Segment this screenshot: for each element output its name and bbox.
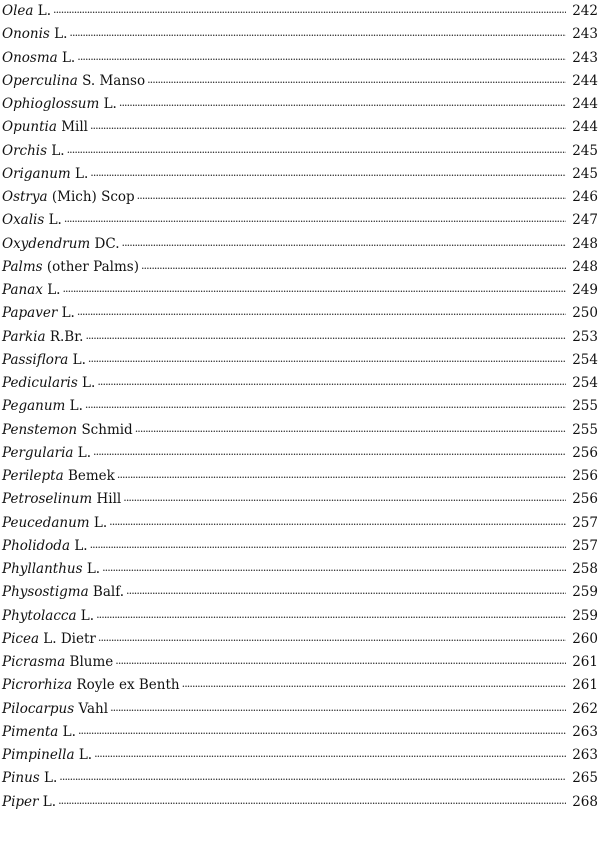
- genus-name: Origanum: [2, 165, 71, 182]
- dot-leader: [96, 606, 566, 620]
- index-entry: [2, 0, 598, 23]
- page-number: 245: [572, 165, 598, 182]
- index-entry: [2, 372, 598, 395]
- index-entry: [2, 349, 598, 372]
- index-entry: [2, 140, 598, 163]
- index-entry: [2, 209, 598, 232]
- page-number: 248: [572, 258, 598, 275]
- index-entry: [2, 116, 598, 139]
- genus-name: Parkia: [2, 328, 46, 345]
- genus-name: Perilepta: [2, 468, 64, 484]
- index-entry: [2, 651, 598, 674]
- index-entry: [2, 535, 598, 558]
- page-number: 248: [572, 235, 598, 252]
- author-abbreviation: Balf.: [92, 584, 125, 601]
- genus-name: Passiflora: [2, 351, 69, 368]
- page-number: 244: [572, 96, 598, 112]
- genus-name: Picea: [2, 630, 39, 647]
- dot-leader: [147, 71, 566, 85]
- genus-name: Pilocarpus: [2, 700, 75, 717]
- page-number: 256: [572, 444, 598, 461]
- index-entry: [2, 233, 598, 256]
- index-entry: [2, 558, 598, 581]
- author-abbreviation: Vahl: [78, 700, 109, 717]
- author-abbreviation: L.: [44, 770, 58, 787]
- index-entry: [2, 93, 598, 116]
- page-number: 253: [572, 328, 598, 345]
- dot-leader: [85, 397, 566, 411]
- index-entry: [2, 419, 598, 442]
- index-entry: [2, 791, 598, 814]
- index-entry: [2, 744, 598, 767]
- page-number: 255: [572, 421, 598, 438]
- author-abbreviation: L.: [61, 49, 76, 66]
- index-entry: [2, 767, 598, 790]
- page-number: 261: [572, 654, 598, 670]
- page-number: 268: [572, 793, 598, 810]
- author-abbreviation: Schmid: [81, 421, 133, 438]
- page-number: 242: [572, 3, 598, 19]
- author-abbreviation: L.: [78, 747, 93, 763]
- page-number: 263: [572, 747, 598, 763]
- page-number: 256: [572, 491, 598, 508]
- dot-leader: [135, 420, 566, 434]
- page-number: 261: [572, 677, 598, 694]
- author-abbreviation: L.: [37, 3, 51, 19]
- index-entry: [2, 256, 598, 279]
- author-abbreviation: L.: [82, 375, 96, 391]
- genus-name: Olea: [2, 3, 34, 19]
- dot-leader: [141, 257, 566, 271]
- genus-name: Operculina: [2, 72, 78, 89]
- author-abbreviation: L.: [61, 305, 75, 322]
- author-abbreviation: L.: [75, 165, 89, 182]
- index-entry: [2, 698, 598, 721]
- author-abbreviation: S. Manso: [82, 72, 146, 89]
- genus-name: Pergularia: [2, 444, 74, 461]
- genus-name: Pinus: [2, 770, 40, 787]
- index-entry: [2, 721, 598, 744]
- author-abbreviation: L.: [62, 723, 76, 740]
- genus-name: Ophioglossum: [2, 96, 100, 112]
- dot-leader: [53, 2, 566, 16]
- page-number: 258: [572, 561, 598, 577]
- author-abbreviation: L.: [51, 142, 65, 159]
- genus-name: Palms: [2, 258, 43, 275]
- author-abbreviation: (Mich) Scop: [51, 189, 135, 205]
- page-number: 257: [572, 514, 598, 531]
- dot-leader: [78, 722, 566, 736]
- author-abbreviation: L.: [72, 351, 86, 368]
- dot-leader: [102, 560, 566, 574]
- author-abbreviation: Royle ex Benth: [76, 677, 180, 694]
- genus-name: Papaver: [2, 305, 58, 322]
- page-number: 265: [572, 770, 598, 787]
- author-abbreviation: L.: [86, 561, 101, 577]
- author-abbreviation: L.: [74, 537, 88, 554]
- genus-name: Orchis: [2, 142, 48, 159]
- dot-leader: [77, 304, 566, 318]
- index-entry: [2, 163, 598, 186]
- page-number: 256: [572, 468, 598, 484]
- dot-leader: [77, 48, 566, 62]
- page-number: 254: [572, 351, 598, 368]
- page-number: 244: [572, 119, 598, 136]
- page-number: 259: [572, 584, 598, 601]
- author-abbreviation: L.: [42, 793, 57, 810]
- dot-leader: [59, 769, 566, 783]
- dot-leader: [93, 443, 566, 457]
- genus-name: Peganum: [2, 398, 66, 415]
- genus-name: Petroselinum: [2, 491, 93, 508]
- dot-leader: [117, 467, 566, 481]
- dot-leader: [90, 118, 566, 132]
- genus-name: Physostigma: [2, 584, 89, 601]
- index-entry: [2, 326, 598, 349]
- index-entry: [2, 186, 598, 209]
- dot-leader: [58, 792, 566, 806]
- genus-name: Phyllanthus: [2, 561, 83, 577]
- page-number: 257: [572, 537, 598, 554]
- genus-name: Panax: [2, 282, 43, 298]
- genus-name: Peucedanum: [2, 514, 90, 531]
- index-entry: [2, 23, 598, 46]
- genus-name: Ostrya: [2, 189, 48, 205]
- page-number: 259: [572, 607, 598, 624]
- author-abbreviation: L. Dietr: [43, 630, 96, 647]
- dot-leader: [64, 211, 566, 225]
- index-entry: [2, 70, 598, 93]
- author-abbreviation: Hill: [96, 491, 122, 508]
- page-number: 246: [572, 189, 598, 205]
- genus-name: Oxalis: [2, 212, 45, 229]
- page-number: 243: [572, 49, 598, 66]
- genus-name: Picrorhiza: [2, 677, 73, 694]
- genus-index-list: [2, 0, 598, 814]
- author-abbreviation: Mill: [61, 119, 88, 136]
- dot-leader: [115, 653, 566, 667]
- genus-name: Oxydendrum: [2, 235, 91, 252]
- genus-name: Phytolacca: [2, 607, 77, 624]
- page-number: 260: [572, 630, 598, 647]
- genus-name: Pholidoda: [2, 537, 71, 554]
- genus-name: Piper: [2, 793, 39, 810]
- dot-leader: [88, 350, 566, 364]
- dot-leader: [119, 95, 566, 109]
- genus-name: Pimenta: [2, 723, 59, 740]
- dot-leader: [110, 699, 566, 713]
- genus-name: Pedicularis: [2, 375, 78, 391]
- page-number: 262: [572, 700, 598, 717]
- page-number: 247: [572, 212, 598, 229]
- page-number: 255: [572, 398, 598, 415]
- dot-leader: [98, 629, 566, 643]
- dot-leader: [90, 536, 566, 550]
- index-entry: [2, 465, 598, 488]
- genus-name: Pimpinella: [2, 747, 75, 763]
- page-number: 244: [572, 72, 598, 89]
- author-abbreviation: L.: [54, 26, 68, 43]
- index-entry: [2, 581, 598, 604]
- page-number: 243: [572, 26, 598, 43]
- genus-name: Opuntia: [2, 119, 57, 136]
- dot-leader: [182, 676, 566, 690]
- dot-leader: [137, 188, 566, 202]
- index-entry: [2, 488, 598, 511]
- index-entry: [2, 605, 598, 628]
- author-abbreviation: L.: [48, 212, 62, 229]
- index-entry: [2, 395, 598, 418]
- dot-leader: [109, 513, 566, 527]
- dot-leader: [94, 746, 566, 760]
- page-number: 245: [572, 142, 598, 159]
- dot-leader: [67, 141, 566, 155]
- dot-leader: [90, 164, 566, 178]
- index-entry: [2, 628, 598, 651]
- index-entry: [2, 47, 598, 70]
- dot-leader: [126, 583, 566, 597]
- dot-leader: [69, 25, 566, 39]
- author-abbreviation: L.: [69, 398, 83, 415]
- author-abbreviation: Blume: [69, 654, 114, 670]
- author-abbreviation: L.: [47, 282, 61, 298]
- genus-name: Onosma: [2, 49, 58, 66]
- index-entry: [2, 674, 598, 697]
- dot-leader: [122, 234, 567, 248]
- author-abbreviation: L.: [80, 607, 95, 624]
- index-entry: [2, 512, 598, 535]
- genus-name: Ononis: [2, 26, 50, 43]
- author-abbreviation: L.: [103, 96, 117, 112]
- dot-leader: [62, 281, 566, 295]
- author-abbreviation: L.: [93, 514, 108, 531]
- genus-name: Penstemon: [2, 421, 78, 438]
- page-number: 250: [572, 305, 598, 322]
- dot-leader: [85, 327, 566, 341]
- author-abbreviation: DC.: [94, 235, 120, 252]
- page-number: 263: [572, 723, 598, 740]
- index-entry: [2, 442, 598, 465]
- author-abbreviation: (other Palms): [46, 258, 139, 275]
- index-entry: [2, 302, 598, 325]
- genus-name: Picrasma: [2, 654, 66, 670]
- author-abbreviation: R.Br.: [49, 328, 84, 345]
- author-abbreviation: Bemek: [67, 468, 115, 484]
- page-number: 254: [572, 375, 598, 391]
- page-number: 249: [572, 282, 598, 298]
- dot-leader: [123, 490, 566, 504]
- author-abbreviation: L.: [77, 444, 92, 461]
- index-entry: [2, 279, 598, 302]
- dot-leader: [97, 374, 566, 388]
